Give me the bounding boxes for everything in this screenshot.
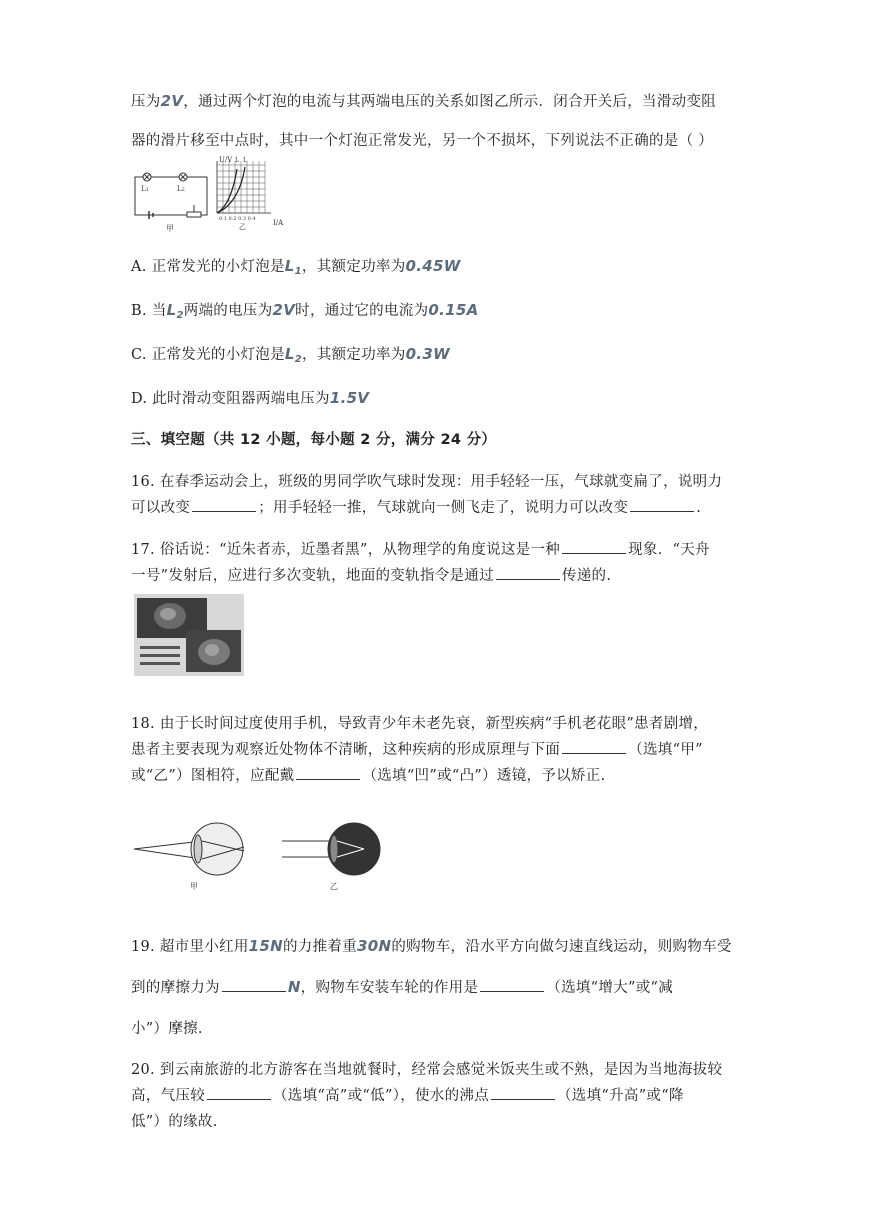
q17-text: 一号”发射后，应进行多次变轨，地面的变轨指令是通过 <box>131 568 494 584</box>
q17-text: 17. 俗话说：“近朱者赤，近墨者黑”，从物理学的角度说这是一种 <box>131 542 561 558</box>
q15-figure <box>131 155 291 235</box>
math-l1: $L_1$ <box>284 257 302 277</box>
math-force: 15N <box>248 937 283 955</box>
q15-text: ，通过两个灯泡的电流与其两端电压的关系如图乙所示．闭合开关后，当滑动变阻 <box>183 94 717 110</box>
answer-blank[interactable] <box>491 1089 555 1100</box>
label-jia: 甲 <box>190 882 198 891</box>
label-l1: L1 <box>141 185 149 193</box>
answer-blank[interactable] <box>496 569 560 580</box>
answer-blank[interactable] <box>562 543 626 554</box>
q15-line2 <box>131 129 713 150</box>
q18-line2 <box>131 738 703 759</box>
eye-diagram-yi <box>282 823 380 875</box>
option-text: B. 当 <box>131 303 167 319</box>
answer-blank[interactable] <box>207 1089 271 1100</box>
q19-text: 到的摩擦力为 <box>131 980 220 996</box>
q20-line3: 低”）的缘故. <box>131 1114 218 1130</box>
answer-blank[interactable] <box>192 501 256 512</box>
math-voltage: 1.5V <box>329 389 370 407</box>
q18-eye-figures <box>132 815 392 893</box>
q16-line1: 16. 在春季运动会上，班级的男同学吹气球时发现：用手轻轻一压，气球就变扁了，说明力 <box>131 474 723 490</box>
q15-text: 器的滑片移至中点时，其中一个灯泡正常发光，另一个不损坏，下列说法不正确的是（ ） <box>131 133 714 149</box>
x-ticks: 0.1 0.2 0.3 0.4 <box>219 216 256 222</box>
q19-text: 的购物车，沿水平方向做匀速直线运动，则购物车受 <box>391 939 732 955</box>
q19-text: 19. 超市里小红用 <box>131 939 249 955</box>
y-axis-label: U/V <box>219 156 233 164</box>
answer-blank[interactable] <box>222 981 286 992</box>
q18-text: （选填“甲” <box>628 742 703 758</box>
q16-text: . <box>696 500 702 516</box>
section-heading: 三、填空题（共 12 小题，每小题 2 分，满分 24 分） <box>131 432 497 448</box>
option-text: 两端的电压为 <box>183 303 273 319</box>
math-l2: $L_2$ <box>284 345 303 365</box>
q16-text: ；用手轻轻一推，气球就向一侧飞走了，说明力可以改变 <box>258 500 629 516</box>
circuit-diagram <box>135 173 207 219</box>
q17-text: 传递的. <box>561 568 612 584</box>
option-text: ，其额定功率为 <box>301 259 406 275</box>
label-yi: 乙 <box>330 882 338 891</box>
q17-line2 <box>131 564 611 585</box>
q19-text: 的力推着重 <box>283 939 357 955</box>
q17-text: 现象．“天舟 <box>628 542 710 558</box>
math-l2: $L_2$ <box>166 301 184 321</box>
q18-line1: 18. 由于长时间过度使用手机，导致青少年未老先衰，新型疾病“手机老花眼”患者剧增， <box>131 716 709 732</box>
answer-blank[interactable] <box>630 501 694 512</box>
q16-line2 <box>131 496 701 517</box>
option-b <box>131 299 479 321</box>
iv-graph <box>217 161 271 213</box>
math-power: 0.3W <box>405 345 450 363</box>
option-text: A. 正常发光的小灯泡是 <box>131 259 285 275</box>
option-text: ，其额定功率为 <box>302 347 406 363</box>
label-l2: L2 <box>177 185 185 193</box>
q19-text: ，购物车安装车轮的作用是 <box>300 980 479 996</box>
option-text: 时，通过它的电流为 <box>295 303 429 319</box>
q20-text: （选填“高”或“低”），使水的沸点 <box>273 1088 489 1104</box>
graph-label-l1: L <box>235 157 239 164</box>
answer-blank[interactable] <box>562 743 626 754</box>
answer-blank[interactable] <box>480 981 544 992</box>
eye-diagram-jia <box>134 823 244 875</box>
q17-photo <box>134 594 244 676</box>
label-yi: 乙 <box>239 223 246 231</box>
q20-line2 <box>131 1084 684 1105</box>
q18-text: 或“乙”）图相符，应配戴 <box>131 768 295 784</box>
q17-line1 <box>131 538 710 559</box>
label-jia: 甲 <box>166 224 174 233</box>
q20-line1: 20. 到云南旅游的北方游客在当地就餐时，经常会感觉米饭夹生或不熟，是因为当地海拔较 <box>131 1062 723 1078</box>
q16-text: 可以改变 <box>131 500 191 516</box>
q20-text: （选填“升高”或“降 <box>557 1088 684 1104</box>
answer-blank[interactable] <box>296 769 360 780</box>
x-axis-label: I/A <box>273 219 284 227</box>
q15-text: 压为 <box>131 94 161 110</box>
math-voltage: 2V <box>272 301 296 319</box>
option-text: D. 此时滑动变阻器两端电压为 <box>131 391 330 407</box>
q15-line1 <box>131 90 716 111</box>
q19-line1 <box>131 935 732 956</box>
math-current: 0.15A <box>428 301 479 319</box>
option-text: C. 正常发光的小灯泡是 <box>131 347 285 363</box>
q19-text: （选填“增大”或“减 <box>546 980 674 996</box>
q18-text: （选填“凹”或“凸”）透镜，予以矫正. <box>362 768 606 784</box>
math-unit: N <box>287 978 301 996</box>
q19-line2 <box>131 976 673 997</box>
graph-label-l2: L <box>243 157 247 164</box>
math-force: 30N <box>357 937 392 955</box>
math-voltage: 2V <box>160 92 184 110</box>
q18-text: 患者主要表现为观察近处物体不清晰，这种疾病的形成原理与下面 <box>131 742 561 758</box>
q19-line3: 小”）摩擦. <box>131 1021 203 1037</box>
option-c <box>131 343 450 365</box>
q18-line3 <box>131 764 605 785</box>
option-d <box>131 387 369 408</box>
q20-text: 高，气压较 <box>131 1088 205 1104</box>
option-a <box>131 255 461 277</box>
math-power: 0.45W <box>405 257 461 275</box>
